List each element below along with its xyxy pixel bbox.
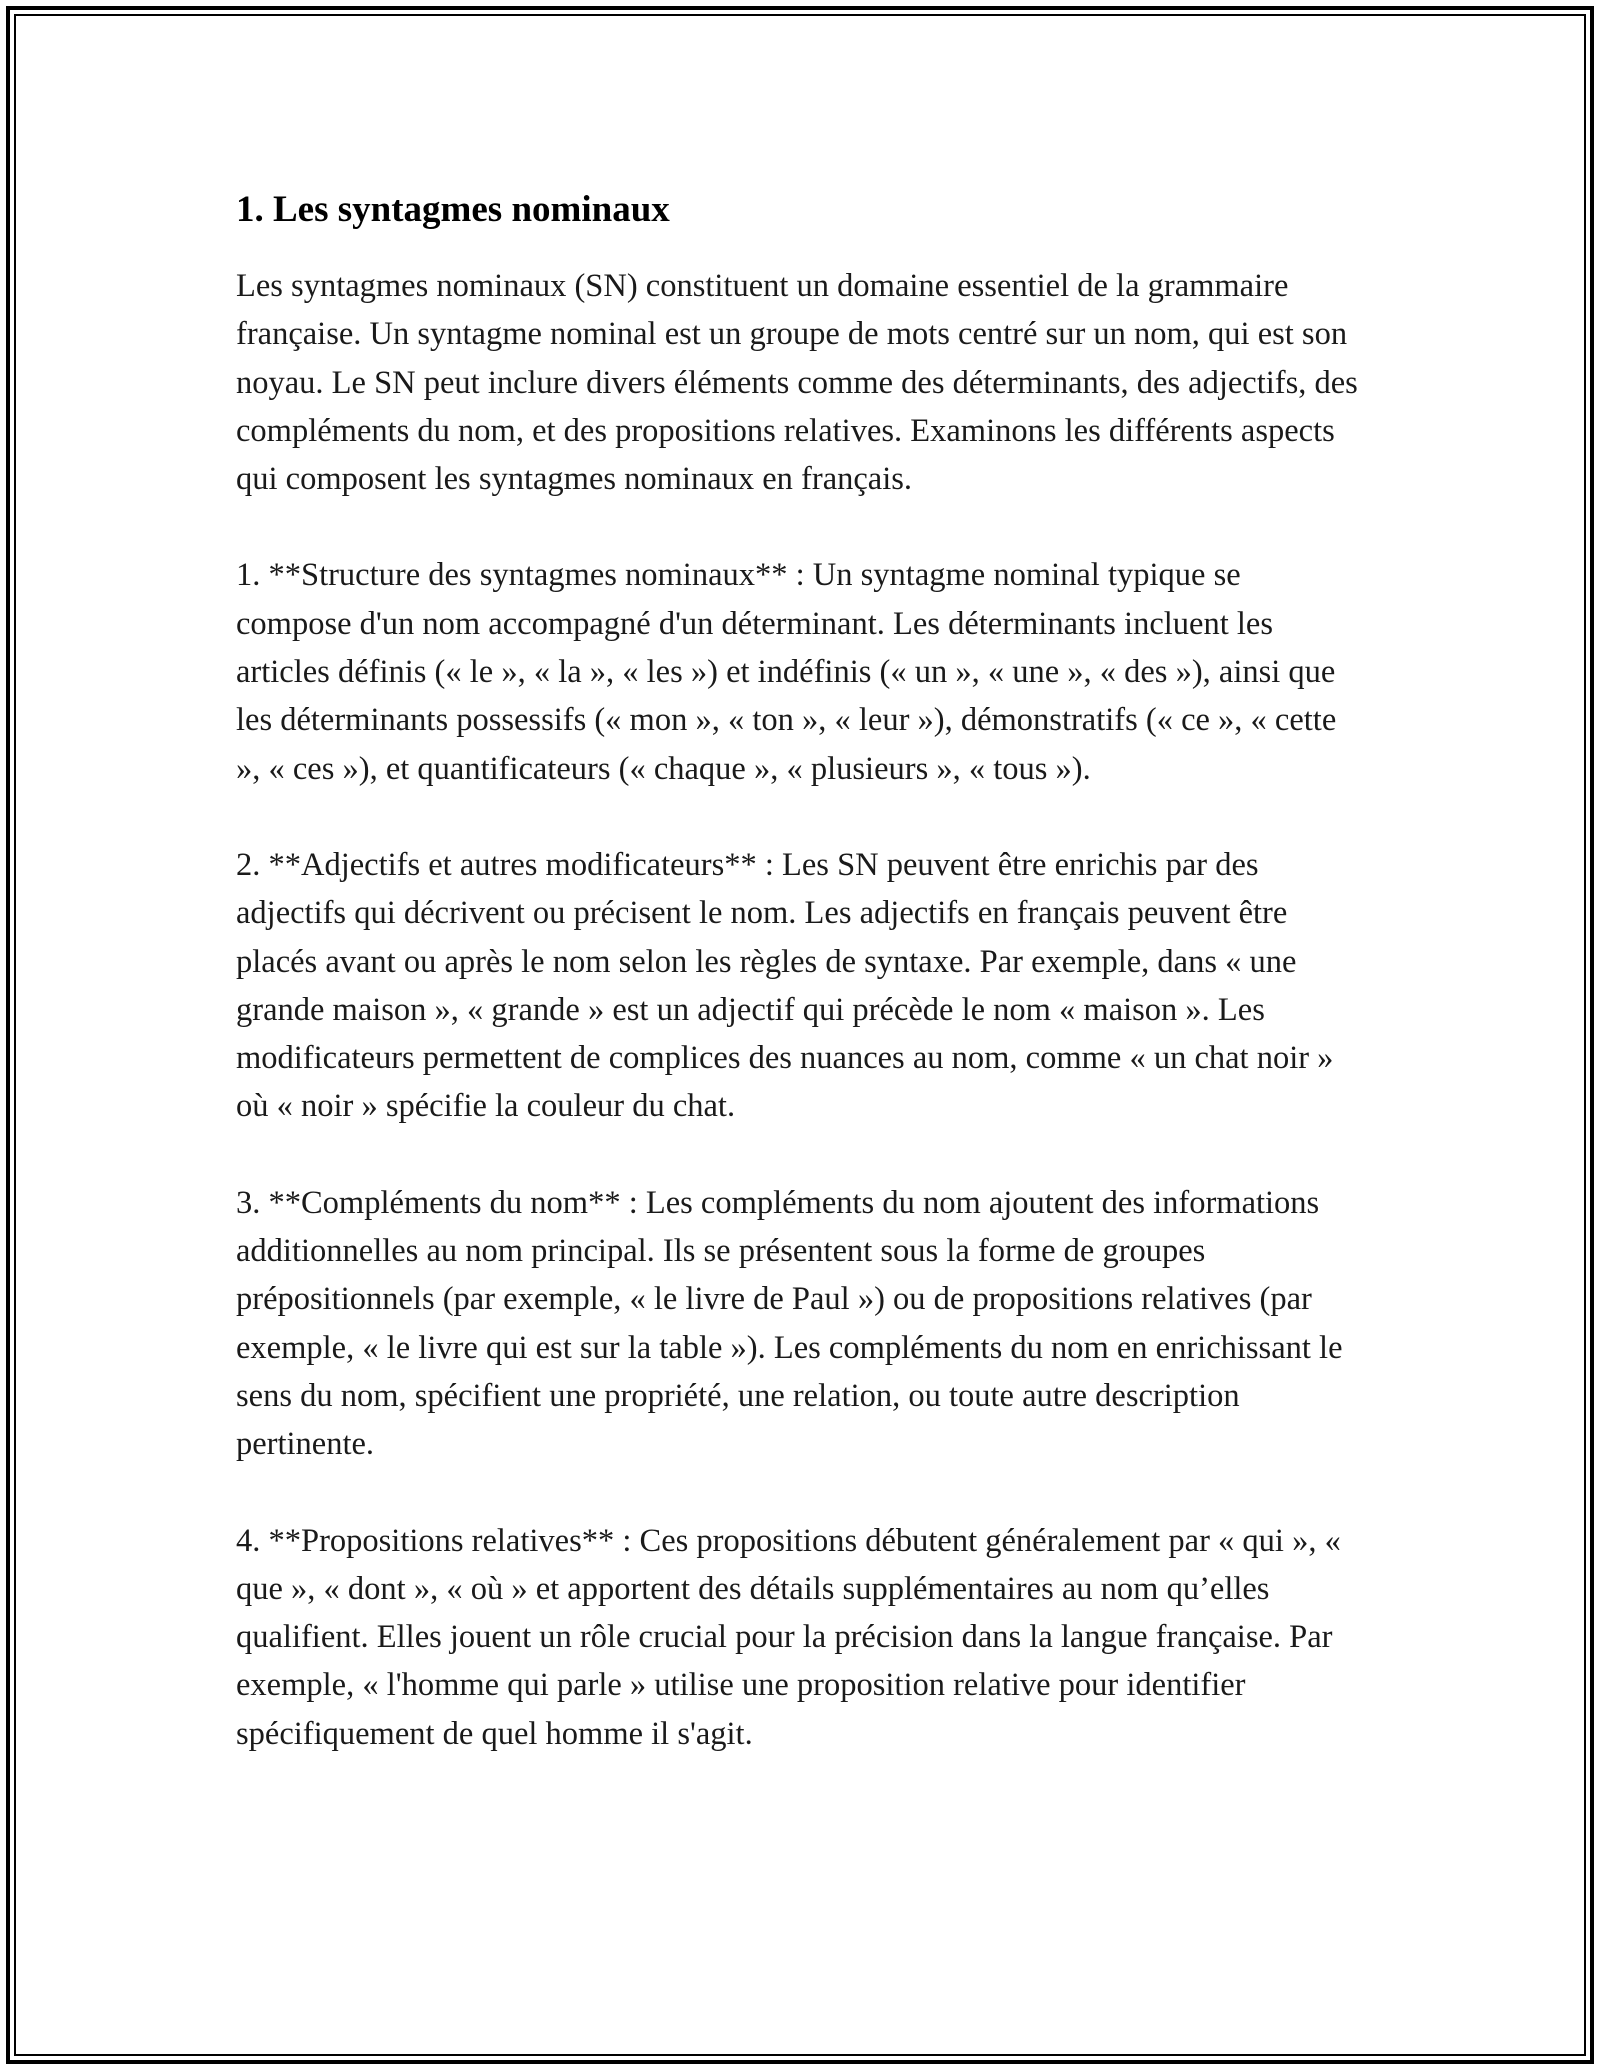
- paragraph-adjectifs: 2. **Adjectifs et autres modificateurs** : Les SN peuvent être enrichis par des adjectifs qui décrivent ou précisent le nom. Les adjectifs en français peuvent être placés avant ou après le nom selon les règles de syntaxe. Par exemple, dans « une grande maison », « grande » est un adjectif qui précède le nom « maison ». Les modificateurs permettent de complices des nuances au nom, comme « un chat noir » où « noir » spécifie la couleur du chat.: [236, 846, 1334, 1125]
- paragraph-complements: 3. **Compléments du nom** : Les compléments du nom ajoutent des informations additionnelles au nom principal. Ils se présentent sous la forme de groupes prépositionnels (par exemple, « le livre de Paul ») ou de propositions relatives (par exemple, « le livre qui est sur la table »). Les compléments du nom en enrichissant le sens du nom, spécifient une propriété, une relation, ou toute autre description pertinente.: [236, 1184, 1343, 1463]
- intro-paragraph: Les syntagmes nominaux (SN) constituent un domaine essentiel de la grammaire française. Un syntagme nominal est un groupe de mots centré sur un nom, qui est son noyau. Le SN peut inclure divers éléments comme des déterminants, des adjectifs, des compléments du nom, et des propositions relatives. Examinons les différents aspects qui composent les syntagmes nominaux en français.: [236, 268, 1358, 498]
- section-heading: 1. Les syntagmes nominaux: [236, 189, 670, 230]
- paragraph-structure: 1. **Structure des syntagmes nominaux** : Un syntagme nominal typique se compose d'un nom accompagné d'un déterminant. Les déterminants incluent les articles définis (« le », « la », « les ») et indéfinis (« un », « une », « des »), ainsi que les déterminants possessifs (« mon », « ton », « leur »), démonstratifs (« ce », « cette », « ces »), et quantificateurs (« chaque », « plusieurs », « tous »).: [236, 557, 1337, 787]
- document-body: [236, 186, 1364, 1806]
- paragraph-propositions-relatives: 4. **Propositions relatives** : Ces propositions débutent généralement par « qui », « que », « dont », « où » et apportent des détails supplémentaires au nom qu’elles qualifient. Elles jouent un rôle crucial pour la précision dans la langue française. Par exemple, « l'homme qui parle » utilise une proposition relative pour identifier spécifiquement de quel homme il s'agit.: [236, 1522, 1341, 1752]
